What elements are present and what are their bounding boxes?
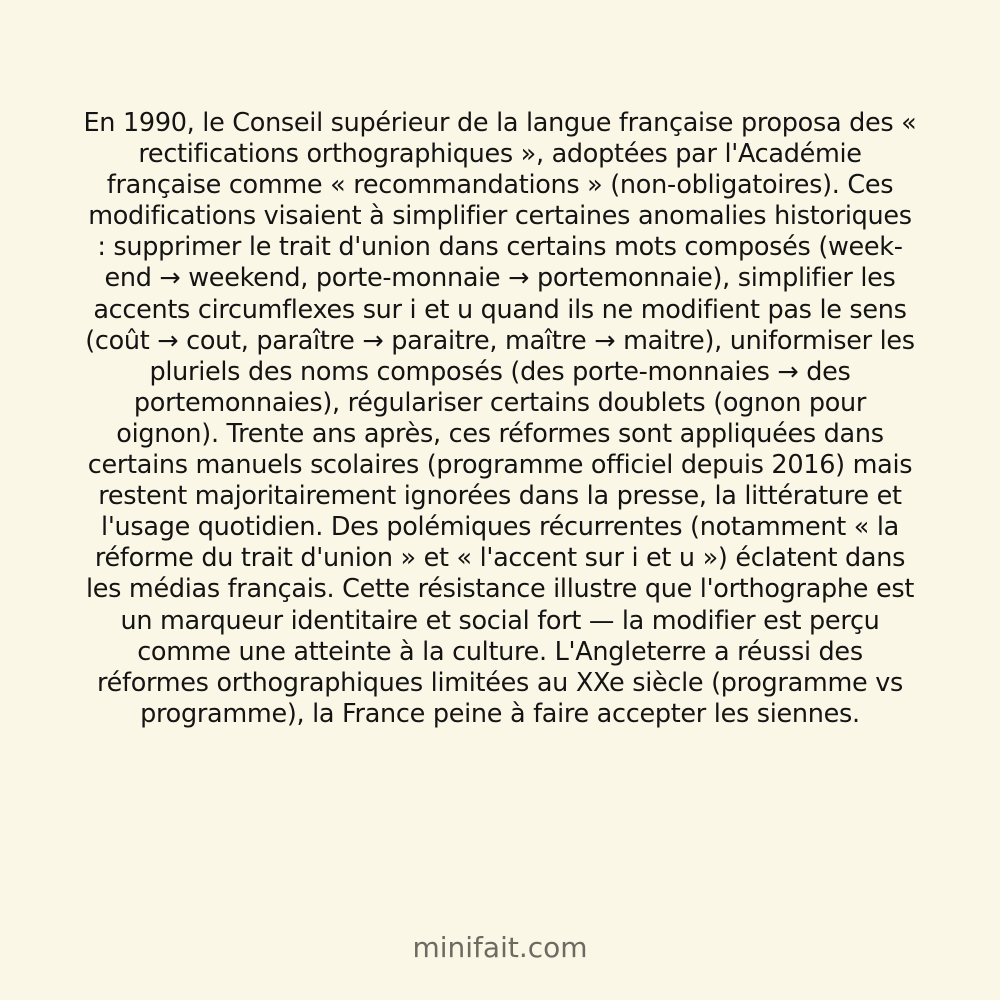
brand-footer: minifait.com (412, 931, 588, 964)
fact-text: En 1990, le Conseil supérieur de la langue française proposa des « rectifications orthographiques », adoptées par l'Académie française comme « recommandations » (non-obligatoires). Ces modifications visaient à simplifier certaines anomalies historiques : supprimer le trait d'union dans certains mots composés (week-end → weekend, porte-monnaie → portemonnaie), simplifier les accents circumflexes sur i et u quand ils ne modifient pas le sens (coût → cout, paraître → paraitre, maître → maitre), uniformiser les pluriels des noms composés (des porte-monnaies → des portemonnaies), régulariser certains doublets (ognon pour oignon). Trente ans après, ces réformes sont appliquées dans certains manuels scolaires (programme officiel depuis 2016) mais restent majoritairement ignorées dans la presse, la littérature et l'usage quotidien. Des polémiques récurrentes (notamment « la réforme du trait d'union » et « l'accent sur i et u ») éclatent dans les médias français. Cette résistance illustre que l'orthographe est un marqueur identitaire et social fort — la modifier est perçu comme une atteinte à la culture. L'Angleterre a réussi des réformes orthographiques limitées au XXe siècle (programme vs programme), la France peine à faire accepter les siennes. (83, 108, 917, 729)
